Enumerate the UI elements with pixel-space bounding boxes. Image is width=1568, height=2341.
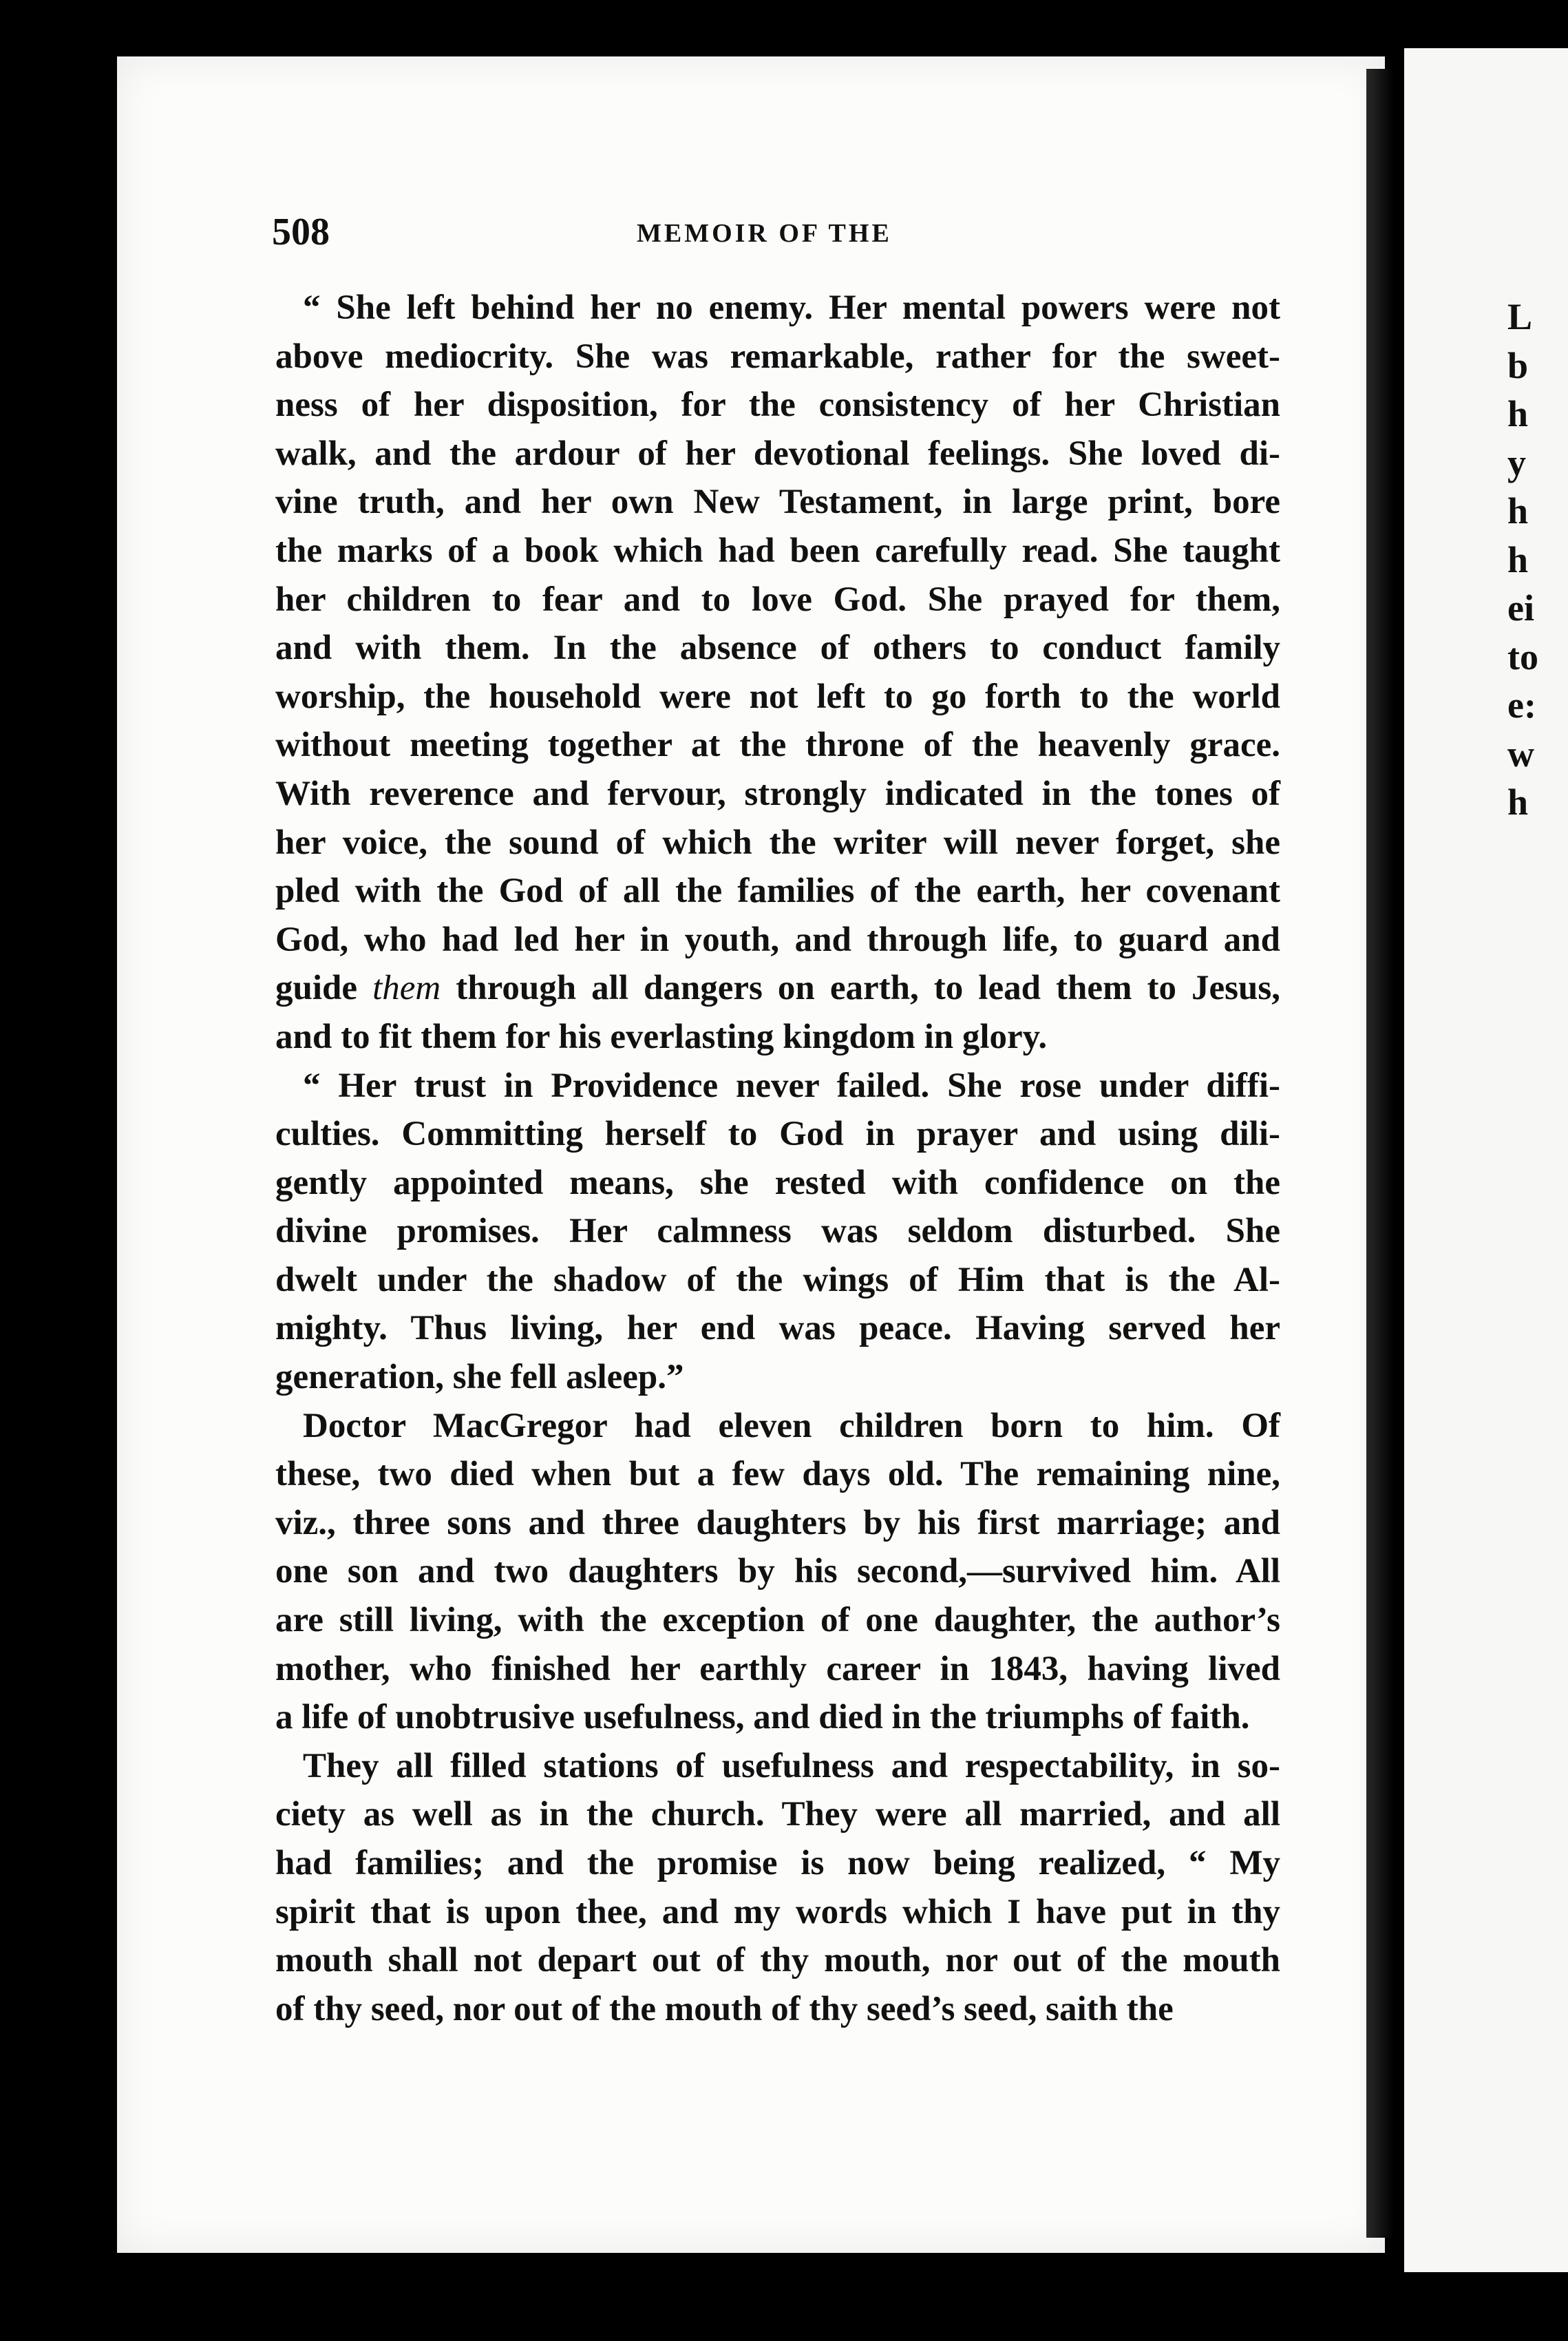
text-line: these, two died when but a few days old. The remaining nine, — [275, 1455, 1280, 1494]
text-line: Doctor MacGregor had eleven children born to him. Of — [303, 1406, 1280, 1445]
running-title: MEMOIR OF THE — [637, 219, 892, 248]
text-line: walk, and the ardour of her devotional feelings. She loved di- — [275, 434, 1280, 473]
text-line: the marks of a book which had been carefully read. She taught — [275, 531, 1280, 570]
paragraph — [275, 1062, 1280, 1402]
text-line: With reverence and fervour, strongly indicated in the tones of — [275, 774, 1280, 813]
text-line: spirit that is upon thee, and my words which I have put in thy — [275, 1892, 1280, 1931]
adjacent-page-edge — [1404, 48, 1568, 2272]
text-line: “ Her trust in Providence never failed. She rose under diffi- — [303, 1066, 1280, 1105]
running-head — [272, 210, 1284, 265]
adjacent-page-letter: w — [1507, 733, 1534, 775]
text-line: gently appointed means, she rested with confidence on the — [275, 1163, 1280, 1202]
paragraph — [275, 1742, 1280, 2034]
adjacent-page-text — [1507, 293, 1538, 827]
text-line: ness of her disposition, for the consistency of her Christian — [275, 386, 1280, 425]
text-line: culties. Committing herself to God in prayer and using dili- — [275, 1115, 1280, 1154]
page-gutter-shadow — [1366, 69, 1394, 2238]
adjacent-page-letter: L — [1507, 296, 1533, 337]
text-line: “ She left behind her no enemy. Her mental powers were not — [303, 288, 1280, 327]
text-line: her voice, the sound of which the writer will never forget, she — [275, 823, 1280, 862]
text-line: and with them. In the absence of others to conduct family — [275, 629, 1280, 668]
text-line: mouth shall not depart out of thy mouth, nor out of the mouth — [275, 1941, 1280, 1980]
text-line: worship, the household were not left to go forth to the world — [275, 677, 1280, 716]
adjacent-page-letter: h — [1507, 490, 1529, 532]
text-line: generation, she fell asleep.” — [275, 1358, 684, 1397]
text-line: viz., three sons and three daughters by his first marriage; and — [275, 1503, 1280, 1542]
text-line: her children to fear and to love God. She prayed for them, — [275, 580, 1280, 619]
adjacent-page-letter: ei — [1507, 587, 1534, 629]
text-line: ciety as well as in the church. They were all married, and all — [275, 1795, 1280, 1834]
text-line: one son and two daughters by his second,—survived him. All — [275, 1552, 1280, 1591]
adjacent-page-letter: h — [1507, 393, 1529, 434]
paragraph — [275, 284, 1280, 1062]
text-line: of thy seed, nor out of the mouth of thy seed’s seed, saith the — [275, 1989, 1174, 2028]
text-line: without meeting together at the throne of the heavenly grace. — [275, 726, 1280, 765]
text-line: a life of unobtrusive usefulness, and died in the triumphs of faith. — [275, 1698, 1250, 1737]
text-line: They all filled stations of usefulness and respectability, in so- — [303, 1746, 1280, 1785]
body-text — [275, 284, 1280, 2033]
adjacent-page-letter: e: — [1507, 684, 1536, 726]
page-number: 508 — [272, 211, 330, 253]
adjacent-page-letter: h — [1507, 781, 1529, 823]
text-line: divine promises. Her calmness was seldom disturbed. She — [275, 1212, 1280, 1251]
adjacent-page-letter: y — [1507, 441, 1526, 483]
text-line: are still living, with the exception of one daughter, the author’s — [275, 1601, 1280, 1640]
text-line: pled with the God of all the families of the earth, her covenant — [275, 872, 1280, 911]
text-line: above mediocrity. She was remarkable, rather for the sweet- — [275, 337, 1280, 376]
text-line: had families; and the promise is now being realized, “ My — [275, 1844, 1280, 1882]
text-line: mother, who finished her earthly career in 1843, having lived — [275, 1649, 1280, 1688]
text-line: and to fit them for his everlasting kingdom in glory. — [275, 1017, 1048, 1056]
adjacent-page-letter: to — [1507, 636, 1538, 678]
adjacent-page-letter: b — [1507, 344, 1529, 386]
text-line: dwelt under the shadow of the wings of Him that is the Al- — [275, 1260, 1280, 1299]
text-line: mighty. Thus living, her end was peace. Having served her — [275, 1309, 1280, 1348]
paragraph — [275, 1402, 1280, 1742]
text-line: guide them through all dangers on earth, to lead them to Jesus, — [275, 969, 1280, 1008]
text-line: God, who had led her in youth, and through life, to guard and — [275, 920, 1280, 959]
text-line: vine truth, and her own New Testament, in large print, bore — [275, 483, 1280, 522]
adjacent-page-letter: h — [1507, 538, 1529, 580]
